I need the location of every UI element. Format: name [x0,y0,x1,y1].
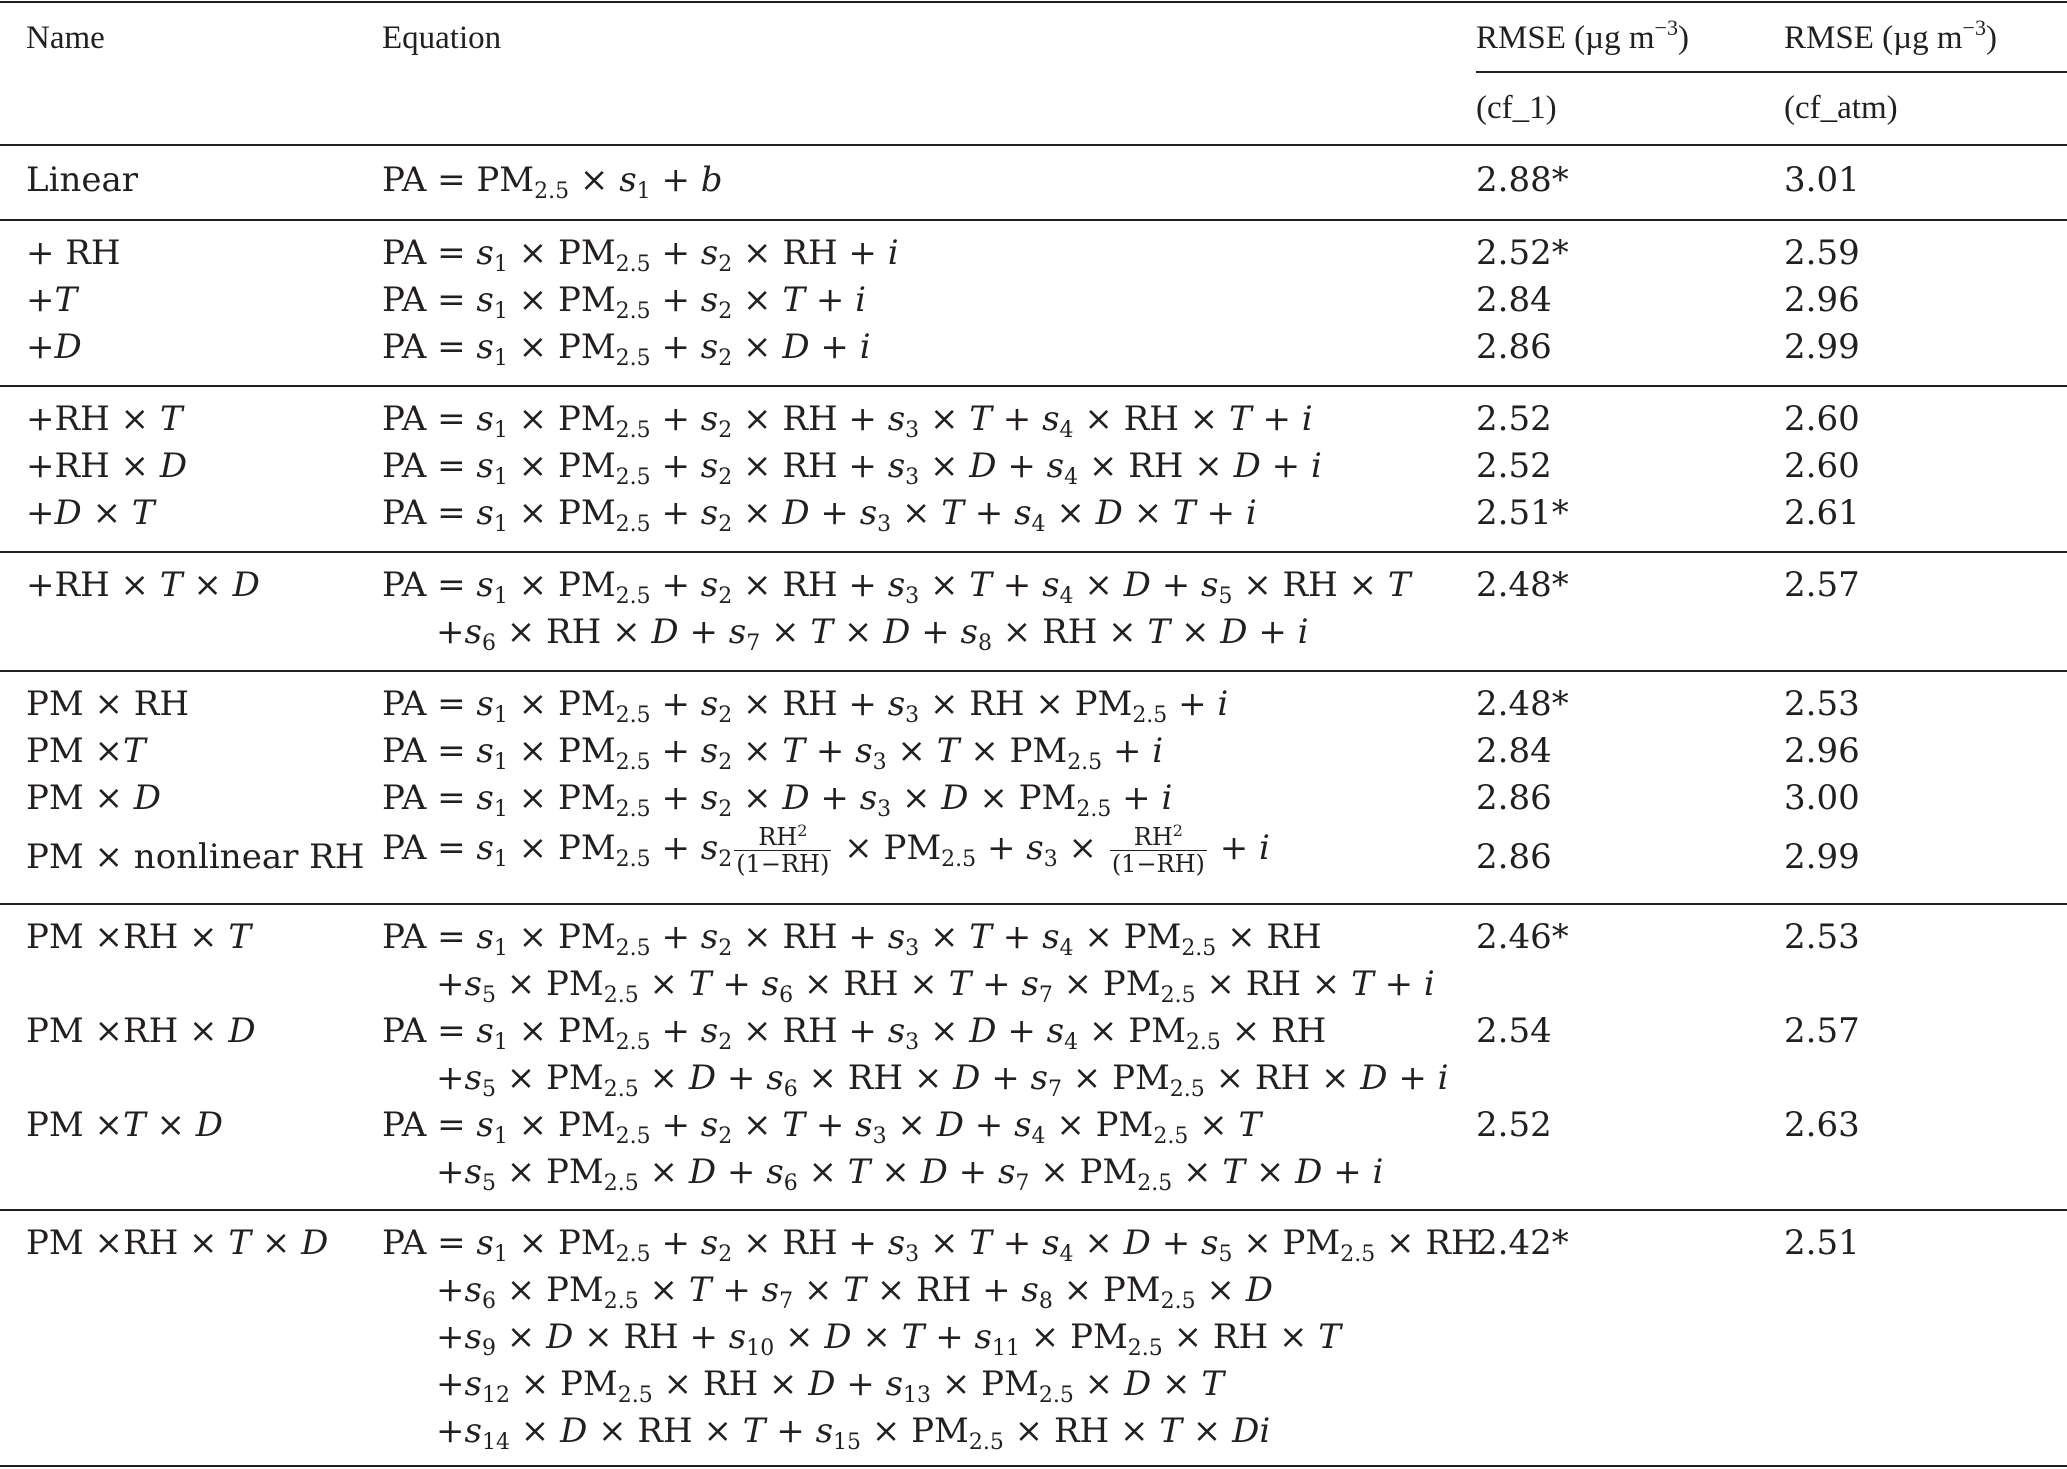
row-rmse-cf1: 2.52 [1476,446,1552,486]
header-bottom-rule [0,144,2067,146]
row-equation: PA = $s_1 \times PM_{2.5} + s_2$ × RH + $s_3 \times T + s_4 \times D + s_5 \times PM_{2.5}$ × RH [382,1223,1481,1267]
row-rmse-cf1: 2.52 [1476,399,1552,439]
row-rmse-cf1: 2.86 [1476,778,1552,818]
row-equation-continued: $+s_5 \times PM_{2.5} \times T + s_6$ × RH × $T + s_7 \times PM_{2.5}$ × RH × T + i [436,964,1435,1008]
row-equation: PA = $s_1 \times PM_{2.5} + s_2$ × RH + $s_3 \times T + s_4$ × RH × T + i [382,399,1313,443]
row-equation: PA = $s_1 \times PM_{2.5} + s_2 \times D + s_3 \times D \times PM_{2.5} + i$ [382,778,1173,822]
row-rmse-cfatm: 2.57 [1784,565,1860,605]
row-name: + RH [26,233,121,273]
row-rmse-cfatm: 2.57 [1784,1011,1860,1051]
header-cf1-label: (cf_1) [1476,90,1557,126]
row-rmse-cf1: 2.48* [1476,565,1569,605]
row-equation: PA = $s_1 \times PM_{2.5} + s_2$ × RH + $s_3$ × RH × $PM_{2.5} + i$ [382,684,1229,728]
row-equation: PA = $s_1 \times PM_{2.5} + s_2$ $\frac{RH^2}{(1-RH)}$ × $PM_{2.5} + s_3$ × $\frac{RH^2}{(1-RH)}$ + i [382,820,1270,878]
row-name: PM ×T × D [26,1105,224,1145]
row-rmse-cf1: 2.86 [1476,837,1552,877]
header-rmse-cf1: RMSE (µg $m^{-3}$) [1476,15,1689,56]
row-equation: PA = $s_1 \times PM_{2.5} + s_2$ × RH + $s_3 \times D + s_4$ × RH × D + i [382,446,1322,490]
row-rmse-cf1: 2.46* [1476,917,1569,957]
row-rmse-cf1: 2.84 [1476,731,1552,771]
row-equation: PA = $s_1 \times PM_{2.5} + s_2$ × RH + $s_3 \times T + s_4 \times PM_{2.5}$ × RH [382,917,1322,961]
group-rule [0,385,2067,387]
row-rmse-cf1: 2.86 [1476,327,1552,367]
row-rmse-cfatm: 2.53 [1784,917,1860,957]
table-top-rule [0,1,2067,3]
group-rule [0,670,2067,672]
row-equation-continued: $+s_{12} \times PM_{2.5}$ × RH × $D + s_{13} \times PM_{2.5} \times D \times T$ [436,1364,1225,1408]
row-equation-continued: $+s_6 \times PM_{2.5} \times T + s_7 \times T$ × RH + $s_8 \times PM_{2.5} \times D$ [436,1270,1273,1314]
row-name: +RH × T × D [26,565,260,605]
row-equation: PA = $s_1 \times PM_{2.5} + s_2$ × RH + $s_3 \times T + s_4 \times D + s_5$ × RH × T [382,565,1411,609]
row-rmse-cfatm: 2.61 [1784,493,1860,533]
row-rmse-cf1: 2.48* [1476,684,1569,724]
row-equation: PA = $s_1 \times PM_{2.5} + s_2 \times D + i$ [382,327,871,371]
row-equation: PA = $s_1 \times PM_{2.5} + s_2$ × RH + $s_3 \times D + s_4 \times PM_{2.5}$ × RH [382,1011,1327,1055]
row-rmse-cfatm: 2.96 [1784,280,1860,320]
header-name: Name [26,20,105,56]
row-rmse-cf1: 2.88* [1476,160,1569,200]
row-rmse-cf1: 2.52 [1476,1105,1552,1145]
table-bottom-rule [0,1465,2067,1467]
row-rmse-cfatm: 2.59 [1784,233,1860,273]
header-cfatm-label: (cf_atm) [1784,90,1898,126]
row-name: PM ×RH × D [26,1011,256,1051]
row-rmse-cf1: 2.51* [1476,493,1569,533]
row-equation-continued: $+s_{14} \times D$ × RH × $T + s_{15} \times PM_{2.5}$ × RH × T × Di [436,1411,1271,1455]
row-rmse-cfatm: 2.60 [1784,446,1860,486]
row-name: +RH × D [26,446,188,486]
row-name: Linear [26,160,138,200]
row-equation: PA = $s_1 \times PM_{2.5} + s_2 \times D + s_3 \times T + s_4 \times D \times T + i$ [382,493,1257,537]
row-equation-continued: $+s_5 \times PM_{2.5} \times D + s_6$ × RH × $D + s_7 \times PM_{2.5}$ × RH × D + i [436,1058,1449,1102]
row-rmse-cf1: 2.52* [1476,233,1569,273]
row-name: PM × RH [26,684,190,724]
row-name: PM ×RH × T × D [26,1223,329,1263]
row-name: PM × D [26,778,162,818]
header-sub-rule [1476,71,2067,73]
group-rule [0,903,2067,905]
row-name: +D × T [26,493,155,533]
row-rmse-cfatm: 2.53 [1784,684,1860,724]
row-rmse-cfatm: 2.99 [1784,837,1860,877]
row-name: +D [26,327,82,367]
row-rmse-cfatm: 2.99 [1784,327,1860,367]
row-equation-continued: $+s_6$ × RH × $D + s_7 \times T \times D + s_8$ × RH × T × D + i [436,612,1309,656]
row-rmse-cf1: 2.42* [1476,1223,1569,1263]
row-name: +RH × T [26,399,183,439]
row-rmse-cfatm: 3.01 [1784,160,1860,200]
row-rmse-cfatm: 2.51 [1784,1223,1860,1263]
row-equation: PA = $s_1 \times PM_{2.5} + s_2 \times T + i$ [382,280,867,324]
row-name: PM ×T [26,731,146,771]
row-equation: PA = $s_1 \times PM_{2.5} + s_2$ × RH + i [382,233,899,277]
row-rmse-cfatm: 3.00 [1784,778,1860,818]
row-name: PM ×RH × T [26,917,252,957]
row-equation-continued: $+s_9 \times D$ × RH + $s_{10} \times D \times T + s_{11} \times PM_{2.5}$ × RH × T [436,1317,1341,1361]
row-name: +T [26,280,78,320]
header-equation: Equation [382,20,502,56]
group-rule [0,219,2067,221]
group-rule [0,1209,2067,1211]
row-rmse-cfatm: 2.60 [1784,399,1860,439]
row-rmse-cf1: 2.54 [1476,1011,1552,1051]
group-rule [0,551,2067,553]
row-equation: PA = $s_1 \times PM_{2.5} + s_2 \times T + s_3 \times D + s_4 \times PM_{2.5} \times T$ [382,1105,1262,1149]
row-rmse-cfatm: 2.63 [1784,1105,1860,1145]
row-rmse-cf1: 2.84 [1476,280,1552,320]
row-equation: PA = $PM_{2.5} \times s_1 + b$ [382,160,723,204]
row-name: PM × nonlinear RH [26,837,365,877]
row-equation-continued: $+s_5 \times PM_{2.5} \times D + s_6 \times T \times D + s_7 \times PM_{2.5} \times T \times D + i$ [436,1152,1384,1196]
header-rmse-cfatm: RMSE (µg $m^{-3}$) [1784,15,1997,56]
row-equation: PA = $s_1 \times PM_{2.5} + s_2 \times T + s_3 \times T \times PM_{2.5} + i$ [382,731,1164,775]
row-rmse-cfatm: 2.96 [1784,731,1860,771]
